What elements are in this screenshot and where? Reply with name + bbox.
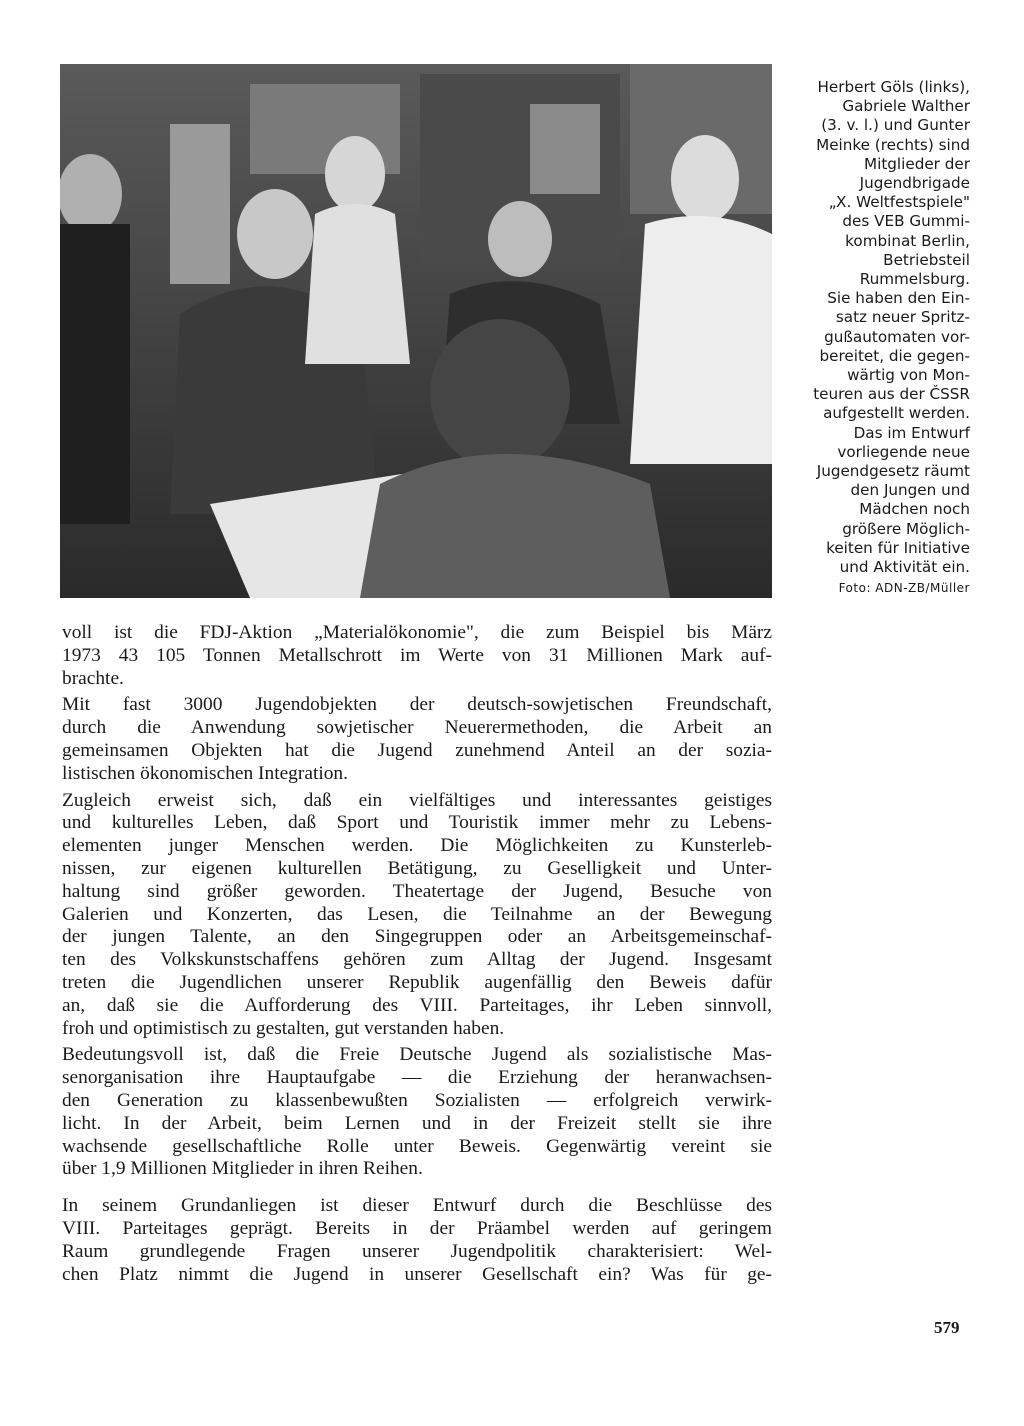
text-line: an, daß sie die Aufforderung des VIII. Parteitages, ihr Leben sinnvoll, (62, 994, 772, 1016)
caption-line: „X. Weltfestspiele" (828, 193, 970, 212)
caption-line: des VEB Gummi- (842, 212, 970, 231)
text-line: 1973 43 105 Tonnen Metallschrott im Werte von 31 Millionen Mark auf- (62, 644, 772, 666)
text-line: der jungen Talente, an den Singegruppen oder an Arbeitsgemeinschaf- (62, 926, 772, 948)
caption-line: Rummelsburg. (859, 270, 970, 289)
caption-line: teuren aus der ČSSR (813, 385, 970, 404)
caption-line: aufgestellt werden. (823, 404, 970, 423)
text-line: den Generation zu klassenbewußten Sozialisten — erfolgreich verwirk- (62, 1089, 772, 1111)
caption-line: den Jungen und (850, 481, 970, 500)
text-line: wachsende gesellschaftliche Rolle unter Beweis. Gegenwärtig vereint sie (62, 1135, 772, 1157)
text-line: Raum grundlegende Fragen unserer Jugendpolitik charakterisiert: Wel- (62, 1240, 772, 1262)
caption-line: bereitet, die gegen- (819, 346, 970, 365)
caption-line: Herbert Göls (links), (817, 78, 970, 96)
paragraph (62, 790, 772, 1041)
caption-line: satz neuer Spritz- (835, 308, 970, 327)
paragraph (62, 622, 772, 690)
caption-line: Gabriele Walther (842, 97, 970, 116)
text-line: chen Platz nimmt die Jugend in unserer Gesellschaft ein? Was für ge- (62, 1263, 772, 1285)
text-line: und kulturelles Leben, daß Sport und Touristik immer mehr zu Lebens- (62, 812, 772, 834)
paragraph (62, 1044, 772, 1181)
caption-line: und Aktivität ein. (839, 558, 970, 577)
caption-line: Mitglieder der (864, 154, 970, 173)
photo-caption (788, 78, 970, 577)
text-line: durch die Anwendung sowjetischer Neuerermethoden, die Arbeit an (62, 717, 772, 739)
caption-line: vorliegende neue (837, 442, 970, 461)
caption-line: Betriebsteil (883, 250, 970, 269)
caption-line: Das im Entwurf (853, 423, 970, 442)
photo-credit: Foto: ADN-ZB/Müller (838, 581, 970, 595)
photo-people-workshop-icon (60, 64, 772, 598)
text-line: brachte. (62, 667, 124, 689)
text-line: senorganisation ihre Hauptaufgabe — die Erziehung der heranwachsen- (62, 1067, 772, 1089)
text-line: licht. In der Arbeit, beim Lernen und in der Freizeit stellt sie ihre (62, 1112, 772, 1134)
text-line: über 1,9 Millionen Mitglieder in ihren Reihen. (62, 1158, 423, 1180)
paragraph (62, 694, 772, 785)
caption-line: Sie haben den Ein- (827, 289, 970, 308)
text-line: treten die Jugendlichen unserer Republik augenfällig den Beweis dafür (62, 971, 772, 993)
text-line: Mit fast 3000 Jugendobjekten der deutsch-sowjetischen Freundschaft, (62, 694, 772, 716)
text-line: Zugleich erweist sich, daß ein vielfältiges und interessantes geistiges (62, 789, 772, 811)
caption-line: kombinat Berlin, (845, 231, 970, 250)
text-line: ten des Volkskunstschaffens gehören zum Alltag der Jugend. Insgesamt (62, 949, 772, 971)
paragraph (62, 1195, 772, 1286)
text-line: VIII. Parteitages geprägt. Bereits in der Präambel werden auf geringem (62, 1217, 772, 1239)
caption-line: größere Möglich- (842, 519, 970, 538)
text-line: Galerien und Konzerten, das Lesen, die Teilnahme an der Bewegung (62, 903, 772, 925)
text-line: voll ist die FDJ-Aktion „Materialökonomie", die zum Beispiel bis März (62, 622, 772, 643)
text-line: In seinem Grundanliegen ist dieser Entwurf durch die Beschlüsse des (62, 1195, 772, 1217)
text-line: elementen junger Menschen werden. Die Möglichkeiten zu Kunsterleb- (62, 835, 772, 857)
caption-line: Meinke (rechts) sind (816, 135, 970, 154)
text-line: haltung sind größer geworden. Theatertage der Jugend, Besuche von (62, 880, 772, 902)
caption-line: gußautomaten vor- (824, 327, 970, 346)
body-text (62, 622, 772, 1290)
photo (60, 64, 772, 598)
text-line: froh und optimistisch zu gestalten, gut verstanden haben. (62, 1017, 505, 1039)
text-line: listischen ökonomischen Integration. (62, 762, 348, 784)
caption-line: wärtig von Mon- (847, 366, 970, 385)
text-line: nissen, zur eigenen kulturellen Betätigung, zu Geselligkeit und Unter- (62, 857, 772, 879)
caption-line: Jugendgesetz räumt (816, 462, 970, 481)
caption-line: keiten für Initiative (826, 538, 970, 557)
text-line: gemeinsamen Objekten hat die Jugend zunehmend Anteil an der sozia- (62, 739, 772, 761)
text-line: Bedeutungsvoll ist, daß die Freie Deutsche Jugend als sozialistische Mas- (62, 1044, 772, 1066)
caption-line: Mädchen noch (859, 500, 970, 519)
page-number: 579 (934, 1318, 960, 1337)
caption-line: (3. v. l.) und Gunter (821, 116, 970, 135)
caption-line: Jugendbrigade (859, 174, 970, 193)
